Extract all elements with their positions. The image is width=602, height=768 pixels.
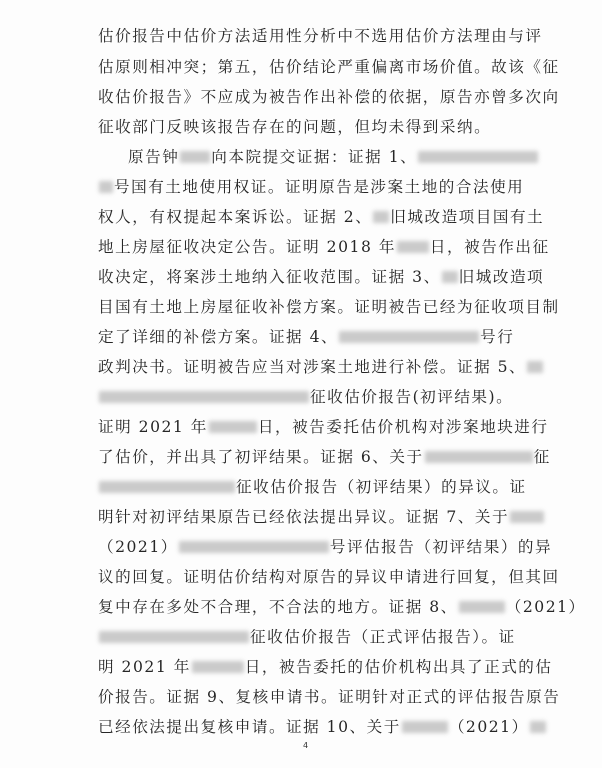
text-line: 征收部门反映该报告存在的问题，但均未得到采纳。 [98,118,492,136]
redaction [418,151,538,163]
text-line: 征收估价报告（初评结果）的异议。证 [98,477,527,497]
text-line: 了估价，并出具了初评结果。证据 6、关于 征 [98,448,551,466]
text-line: 明针对初评结果原告已经依法提出异议。证据 7、关于 [98,507,545,527]
text-line: 政判决书。证明被告应当对涉案土地进行补偿。证据 5、 [98,357,544,377]
text-line: 地上房屋征收决定公告。证明 2018 年 日，被告作出征 [98,238,550,256]
text-line: 价报告。证据 9、复核申请书。证明针对正式的评估报告原告 [98,688,561,706]
text-line: 收决定，将案涉土地纳入征收范围。证据 3、 旧城改造项 [98,268,545,286]
redaction [425,451,533,463]
redaction [192,661,244,673]
text-line: 定了详细的补偿方案。证据 4、 号行 [98,328,515,346]
text-line: 已经依法提出复核申请。证据 10、关于 （2021） [98,717,547,737]
text-line: 估价报告中估价方法适用性分析中不选用估价方法理由与评 [98,27,543,45]
text-line: 号国有土地使用权证。证明原告是涉案土地的合法使用 [98,177,524,197]
text-line: 议的回复。证明估价结构对原告的异议申请进行回复，但其回 [98,568,560,586]
text-line: 收估价报告》不应成为被告作出补偿的依据，原告亦曾多次向 [98,88,560,106]
text-line: 征收估价报告（正式评估报告）。证 [98,627,516,647]
redaction [510,511,544,523]
page-number: 4 [303,741,309,750]
text-line: 证明 2021 年 日，被告委托估价机构对涉案地块进行 [98,418,549,436]
redaction [339,331,479,343]
redaction [527,361,543,373]
redaction [459,601,505,613]
text-line: 权人，有权提起本案诉讼。证据 2、 旧城改造项目国有土 [98,208,545,226]
redaction [99,391,309,403]
redaction [373,211,389,223]
redaction [402,721,448,733]
text-line: 原告钟 向本院提交证据：证据 1、 [128,147,539,167]
redaction [530,721,546,733]
redaction [209,421,257,433]
text-line: 明 2021 年 日，被告委托的估价机构出具了正式的估 [98,658,553,676]
redaction [180,151,210,163]
redaction [99,181,113,193]
redaction [99,481,235,493]
redaction [442,271,458,283]
text-line: 征收估价报告(初评结果)。 [98,387,513,407]
text-line: （2021） 号评估报告（初评结果）的异 [98,538,553,556]
text-line: 复中存在多处不合理，不合法的地方。证据 8、 （2021） [98,598,586,616]
text-line: 目国有土地上房屋征收补偿方案。证明被告已经为征收项目制 [98,298,560,316]
text-line: 估原则相冲突；第五，估价结论严重偏离市场价值。故该《征 [98,58,560,76]
redaction [397,241,429,253]
redaction [99,631,249,643]
redaction [179,541,329,553]
